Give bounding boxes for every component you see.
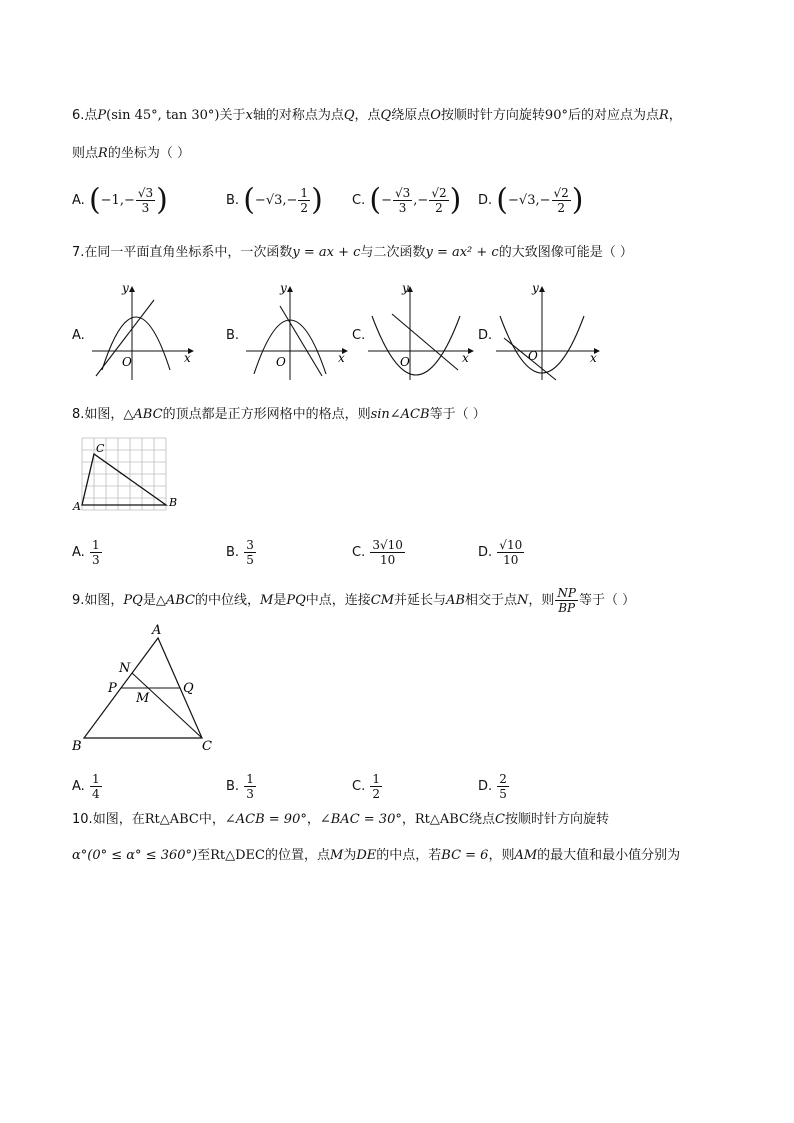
q7-linear-fn: y = ax + c — [292, 245, 361, 260]
q10-stem-line1: 10.如图，在Rt△ABC中，∠ACB = 90°，∠BAC = 30°，Rt△ABC绕点C按顺时针方向旋转 — [72, 812, 609, 827]
q9-number: 9. — [72, 593, 85, 608]
q9-option-c[interactable]: C. $\frac{1}{2}$ — [352, 772, 380, 801]
q6-point-p: P — [97, 108, 107, 123]
q10-stem-line2: α°(0° ≤ α° ≤ 360°)至Rt△DEC的位置，点M为DE的中点，若BC = 6，则AM的最大值和最小值分别为 — [72, 848, 681, 863]
q6-coords: (sin 45°, tan 30°) — [106, 108, 220, 123]
q6-stem-line1: 6.点P(sin 45°, tan 30°)关于x轴的对称点为点Q，点Q绕原点O按顺时针方向旋转90°后的对应点为点R， — [72, 108, 682, 123]
svg-text:Q: Q — [183, 681, 194, 696]
svg-text:M: M — [136, 691, 150, 706]
q8-option-d[interactable]: D. $\frac{√10}{10}$ — [478, 538, 523, 567]
q7-graph-a-plot — [86, 282, 202, 382]
svg-text:O: O — [122, 355, 132, 369]
q9-triangle-figure — [72, 620, 232, 756]
svg-text:O: O — [528, 349, 538, 363]
q6-option-d[interactable]: D. (−√3,− $\frac{√2}{2}$ ) — [478, 182, 584, 218]
q8-stem: 8.如图，△ABC的顶点都是正方形网格中的格点，则sin∠ACB等于（ ） — [72, 407, 486, 422]
svg-text:O: O — [276, 355, 286, 369]
svg-text:B: B — [72, 739, 82, 754]
svg-text:A: A — [152, 623, 162, 638]
q8-number: 8. — [72, 407, 85, 422]
q9-option-b[interactable]: B. $\frac{1}{3}$ — [226, 772, 254, 801]
q6-number: 6. — [72, 108, 85, 123]
q6-option-a[interactable]: A. (−1,− $\frac{√3}{3}$ ) — [72, 182, 168, 218]
q7-graph-c[interactable]: C. y x O — [352, 282, 482, 382]
q10-number: 10. — [72, 812, 93, 827]
svg-text:P: P — [108, 681, 117, 696]
svg-text:y: y — [532, 282, 539, 295]
q6-option-c[interactable]: C. (− $\frac{√3}{3}$ ,− $\frac{√2}{2}$ ) — [352, 182, 462, 218]
q8-option-b[interactable]: B. $\frac{3}{5}$ — [226, 538, 254, 567]
svg-text:x: x — [462, 351, 469, 365]
q9-ratio: $\frac{NP}{BP}$ — [557, 586, 576, 615]
svg-text:x: x — [184, 351, 191, 365]
svg-text:C: C — [202, 739, 212, 754]
q9-option-a[interactable]: A. $\frac{1}{4}$ — [72, 772, 100, 801]
q7-stem: 7.在同一平面直角坐标系中，一次函数y = ax + c与二次函数y = ax² + c的大致图像可能是（ ） — [72, 245, 633, 260]
q7-graph-c-plot — [364, 282, 482, 382]
svg-text:B: B — [169, 496, 178, 509]
svg-text:y: y — [280, 282, 287, 295]
svg-text:A: A — [73, 500, 81, 513]
q7-graph-d[interactable]: D. y x O — [478, 282, 608, 382]
svg-text:C: C — [96, 442, 105, 455]
svg-text:y: y — [402, 282, 409, 295]
q9-option-d[interactable]: D. $\frac{2}{5}$ — [478, 772, 507, 801]
svg-text:y: y — [122, 282, 129, 295]
svg-text:x: x — [338, 351, 345, 365]
q7-number: 7. — [72, 245, 85, 260]
svg-text:x: x — [590, 351, 597, 365]
q8-option-a[interactable]: A. $\frac{1}{3}$ — [72, 538, 100, 567]
q6-option-b[interactable]: B. (−√3,− $\frac{1}{2}$ ) — [226, 182, 323, 218]
q7-graph-b-plot — [240, 282, 356, 382]
svg-text:N: N — [119, 661, 131, 676]
svg-text:O: O — [400, 355, 410, 369]
q7-graph-d-plot — [492, 282, 608, 382]
q8-expression: sin∠ACB — [370, 407, 430, 422]
q8-option-c[interactable]: C. $\frac{3√10}{10}$ — [352, 538, 403, 567]
q9-stem: 9.如图，PQ是△ABC的中位线，M是PQ中点，连接CM并延长与AB相交于点N，则 $\frac{NP}{BP}$ 等于（ ） — [72, 586, 636, 615]
q7-graph-b[interactable]: B. y x O — [226, 282, 356, 382]
q7-quadratic-fn: y = ax² + c — [425, 245, 499, 260]
q7-graph-a[interactable]: A. y x O — [72, 282, 202, 382]
q6-stem-line2: 则点R的坐标为（ ） — [72, 146, 190, 161]
q8-grid-figure — [72, 432, 182, 524]
